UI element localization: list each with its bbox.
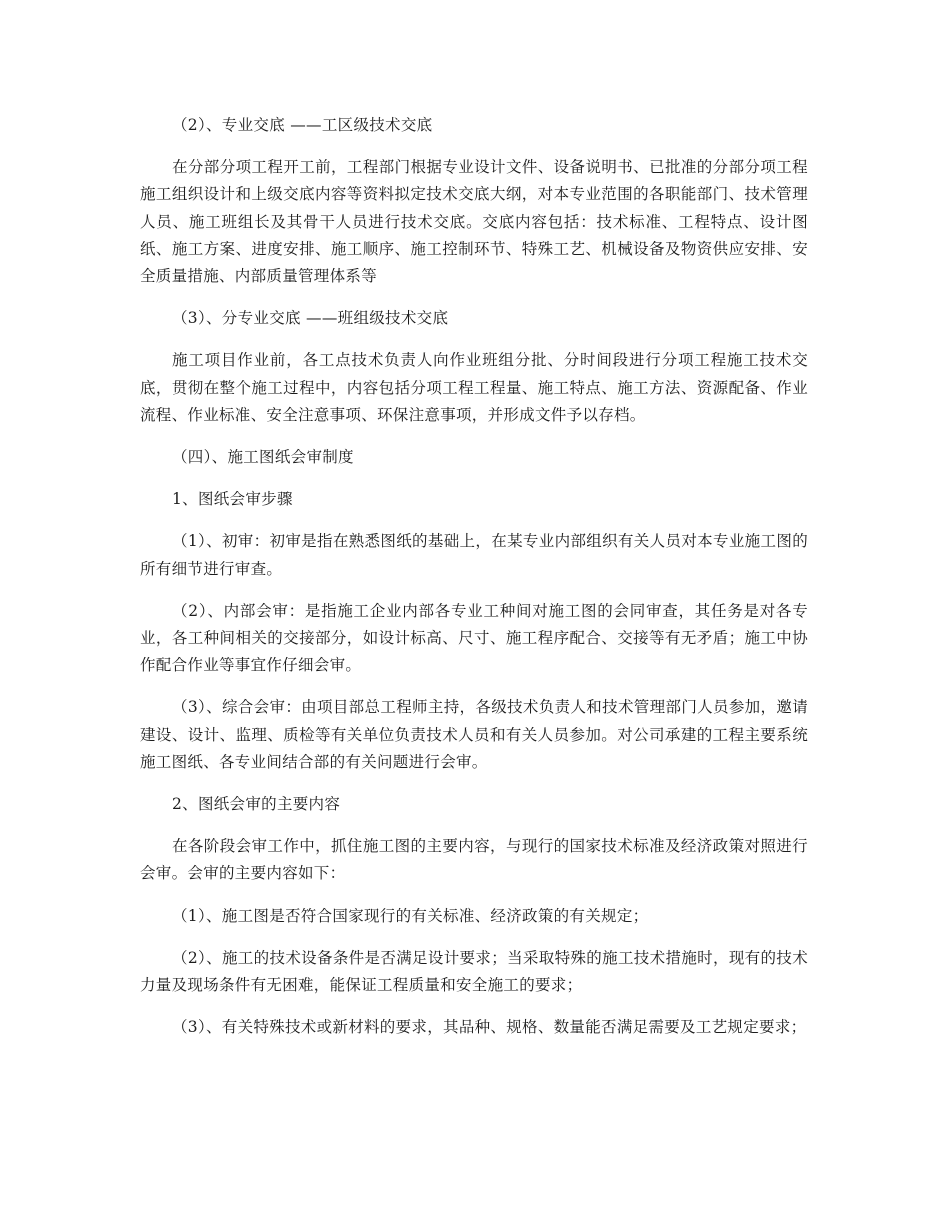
subheading-review-steps: 1、图纸会审步骤 [172,490,293,509]
document-body [140,112,808,1056]
paragraph-review-item-1: （1）、施工图是否符合国家现行的有关标准、经济政策的有关规定； [172,906,649,925]
paragraph-review-item-3: （3）、有关特殊技术或新材料的要求，其品种、规格、数量能否满足需要及工艺规定要求； [172,1018,807,1037]
paragraph-comprehensive-review: （3）、综合会审：由项目部总工程师主持，各级技术负责人和技术管理部门人员参加，邀请建设、设计、监理、质检等有关单位负责技术人员和有关人员参加。对公司承建的工程主要系统施工图纸、各专业间结合部的有关问题进行会审。 [140,698,808,771]
section-heading-drawing-review-system: （四）、施工图纸会审制度 [172,448,354,467]
paragraph-initial-review: （1）、初审：初审是指在熟悉图纸的基础上，在某专业内部组织有关人员对本专业施工图的所有细节进行审查。 [140,532,808,578]
paragraph-team-briefing: 施工项目作业前，各工点技术负责人向作业班组分批、分时间段进行分项工程施工技术交底，贯彻在整个施工过程中，内容包括分项工程工程量、施工特点、施工方法、资源配备、作业流程、作业标准、安全注意事项、环保注意事项，并形成文件予以存档。 [140,351,808,424]
paragraph-specialty-briefing: 在分部分项工程开工前，工程部门根据专业设计文件、设备说明书、已批准的分部分项工程施工组织设计和上级交底内容等资料拟定技术交底大纲，对本专业范围的各职能部门、技术管理人员、施工班组长及其骨干人员进行技术交底。交底内容包括：技术标准、工程特点、设计图纸、施工方案、进度安排、施工顺序、施工控制环节、特殊工艺、机械设备及物资供应安排、安全质量措施、内部质量管理体系等 [140,158,808,286]
section-heading-team-briefing: （3）、分专业交底 ——班组级技术交底 [172,309,449,328]
paragraph-review-item-2: （2）、施工的技术设备条件是否满足设计要求；当采取特殊的施工技术措施时，现有的技术力量及现场条件有无困难，能保证工程质量和安全施工的要求； [140,948,808,995]
subheading-review-content: 2、图纸会审的主要内容 [172,795,341,814]
section-heading-specialty-briefing: （2）、专业交底 ——工区级技术交底 [172,116,433,134]
paragraph-internal-review: （2）、内部会审：是指施工企业内部各专业工种间对施工图的会同审查，其任务是对各专业，各工种间相关的交接部分，如设计标高、尺寸、施工程序配合、交接等有无矛盾；施工中协作配合作业等事宜作仔细会审。 [140,601,808,675]
paragraph-review-content-intro: 在各阶段会审工作中，抓住施工图的主要内容，与现行的国家技术标准及经济政策对照进行会审。会审的主要内容如下： [140,837,808,883]
